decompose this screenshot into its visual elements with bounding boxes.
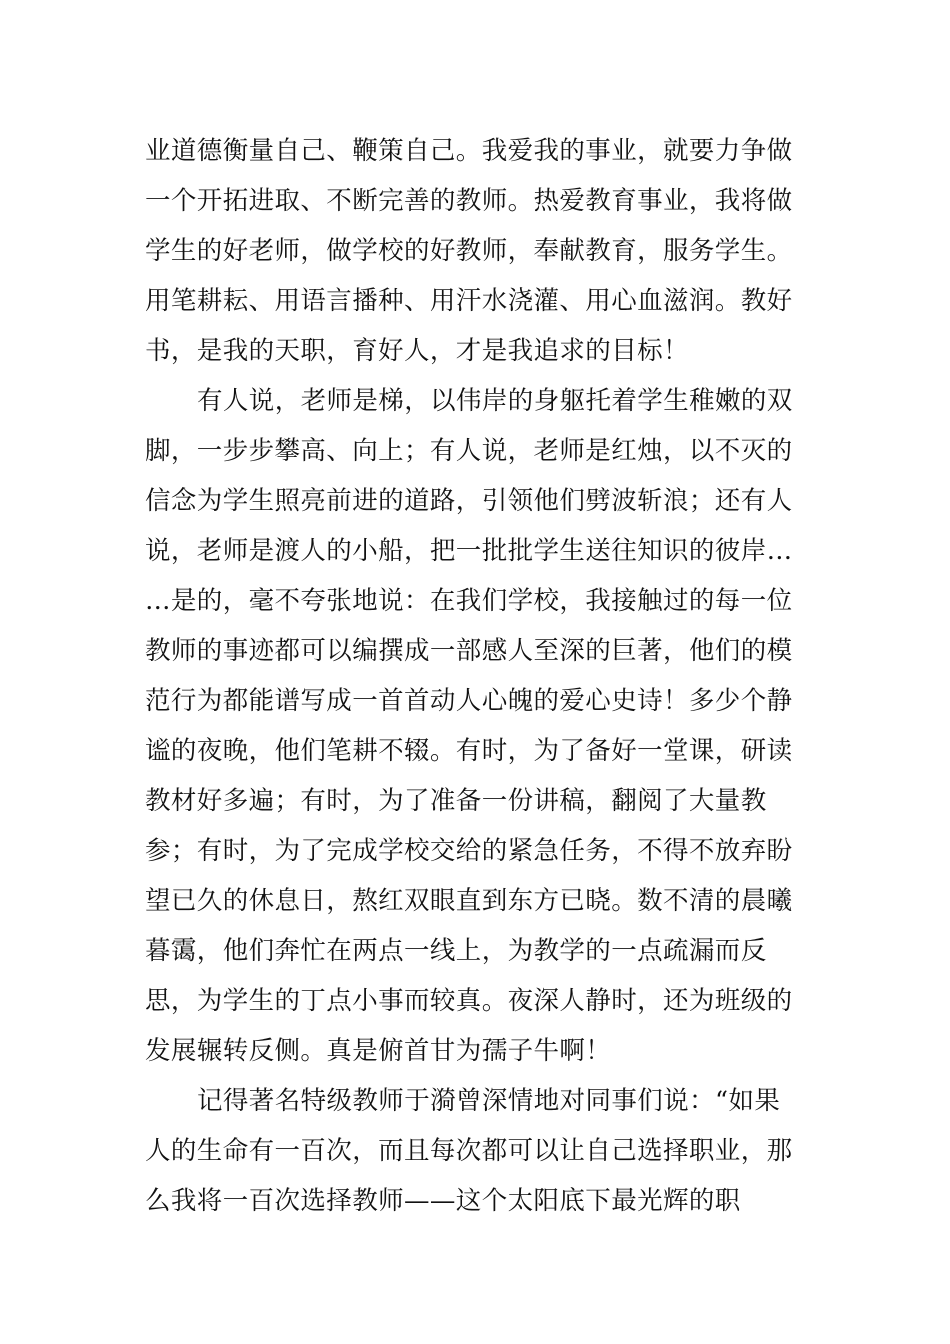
paragraph-start-line: 记得著名特级教师于漪曾深情地对同事们说：“如果 xyxy=(197,1086,781,1116)
text-line-5: 书，是我的天职，育好人，才是我追求的目标！ xyxy=(145,336,689,366)
text-line-21: 人的生命有一百次，而且每次都可以让自己选择职业，那 xyxy=(145,1136,793,1166)
text-line-7: 脚，一步步攀高、向上；有人说，老师是红烛，以不灭的 xyxy=(145,436,793,466)
text-line-1: 业道德衡量自己、鞭策自己。我爱我的事业，就要力争做 xyxy=(145,136,793,166)
text-line-12: 范行为都能谱写成一首首动人心魄的爱心史诗！多少个静 xyxy=(145,686,793,716)
text-line-22: 么我将一百次选择教师——这个太阳底下最光辉的职 xyxy=(145,1186,741,1216)
text-line-9: 说，老师是渡人的小船，把一批批学生送往知识的彼岸… xyxy=(145,536,793,566)
text-line-10: …是的，毫不夸张地说：在我们学校，我接触过的每一位 xyxy=(145,586,793,616)
text-line-11: 教师的事迹都可以编撰成一部感人至深的巨著，他们的模 xyxy=(145,636,793,666)
text-line-19: 发展辗转反侧。真是俯首甘为孺子牛啊！ xyxy=(145,1036,612,1066)
text-line-18: 思，为学生的丁点小事而较真。夜深人静时，还为班级的 xyxy=(145,986,793,1016)
text-line-14: 教材好多遍；有时，为了准备一份讲稿，翻阅了大量教 xyxy=(145,786,767,816)
text-line-17: 暮霭，他们奔忙在两点一线上，为教学的一点疏漏而反 xyxy=(145,936,767,966)
text-line-3: 学生的好老师，做学校的好教师，奉献教育，服务学生。 xyxy=(145,236,793,266)
text-line-15: 参；有时，为了完成学校交给的紧急任务，不得不放弃盼 xyxy=(145,836,793,866)
paragraph-start-line: 有人说，老师是梯，以伟岸的身躯托着学生稚嫩的双 xyxy=(197,386,793,416)
text-line-4: 用笔耕耘、用语言播种、用汗水浇灌、用心血滋润。教好 xyxy=(145,286,793,316)
text-line-16: 望已久的休息日，熬红双眼直到东方已晓。数不清的晨曦 xyxy=(145,886,793,916)
text-line-2: 一个开拓进取、不断完善的教师。热爱教育事业，我将做 xyxy=(145,186,793,216)
text-line-8: 信念为学生照亮前进的道路，引领他们劈波斩浪；还有人 xyxy=(145,486,793,516)
text-line-13: 谧的夜晚，他们笔耕不辍。有时，为了备好一堂课，研读 xyxy=(145,736,793,766)
